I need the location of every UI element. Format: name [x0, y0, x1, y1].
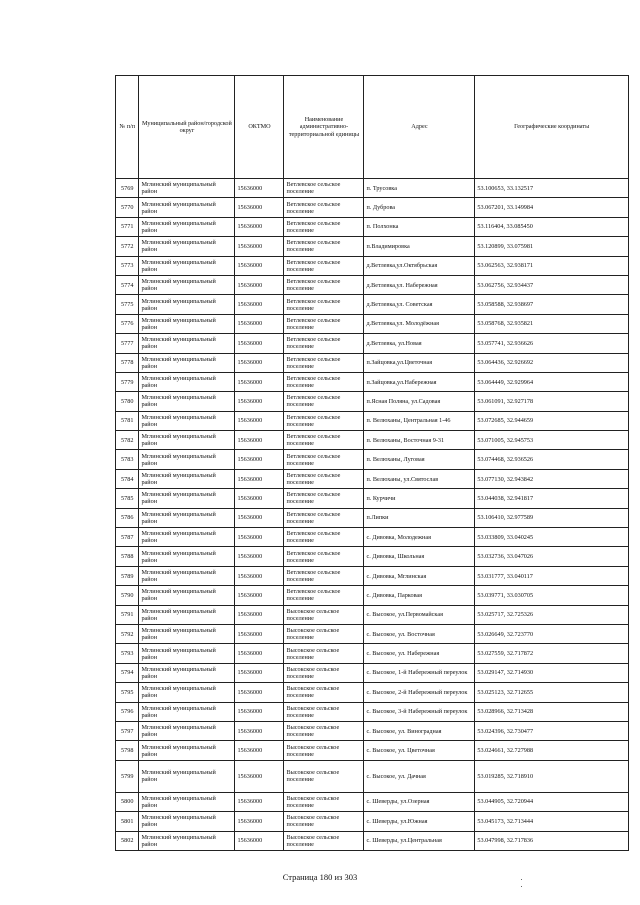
cell-admin-unit: Высокское сельское поселение	[284, 605, 364, 624]
cell-num: 5792	[116, 624, 139, 643]
cell-oktmo: 15636000	[235, 721, 284, 740]
table-row	[116, 372, 629, 391]
cell-admin-unit: Высокское сельское поселение	[284, 792, 364, 811]
cell-admin-unit: Высокское сельское поселение	[284, 663, 364, 682]
cell-num: 5793	[116, 644, 139, 663]
cell-address: с. Высокое, ул. Виноградная	[364, 721, 475, 740]
cell-admin-unit: Ветлевское сельское поселение	[284, 275, 364, 294]
page-footer: Страница 180 из 303	[282, 872, 358, 882]
cell-oktmo: 15636000	[235, 295, 284, 314]
header-oktmo: ОКТМО	[235, 76, 284, 179]
cell-address: с. Дивовка, Молодежная	[364, 528, 475, 547]
cell-coords: 53.032736, 33.047026	[475, 547, 629, 566]
table-row	[116, 528, 629, 547]
cell-district: Мглинский муниципальный район	[139, 547, 235, 566]
cell-district: Мглинский муниципальный район	[139, 411, 235, 430]
cell-num: 5786	[116, 508, 139, 527]
cell-admin-unit: Высокское сельское поселение	[284, 812, 364, 831]
table-row	[116, 237, 629, 256]
cell-district: Мглинский муниципальный район	[139, 792, 235, 811]
cell-oktmo: 15636000	[235, 314, 284, 333]
cell-district: Мглинский муниципальный район	[139, 392, 235, 411]
cell-num: 5780	[116, 392, 139, 411]
cell-num: 5777	[116, 334, 139, 353]
cell-admin-unit: Ветлевское сельское поселение	[284, 508, 364, 527]
cell-address: п.Зайцовка,ул.Набережная	[364, 372, 475, 391]
cell-address: д.Ветлевка, ул.Новая	[364, 334, 475, 353]
cell-num: 5798	[116, 741, 139, 760]
cell-admin-unit: Высокское сельское поселение	[284, 683, 364, 702]
cell-oktmo: 15636000	[235, 217, 284, 236]
cell-admin-unit: Высокское сельское поселение	[284, 721, 364, 740]
table-row	[116, 683, 629, 702]
cell-coords: 53.028966, 32.713428	[475, 702, 629, 721]
cell-num: 5800	[116, 792, 139, 811]
cell-oktmo: 15636000	[235, 489, 284, 508]
header-admin-unit: Наименование административно-территориальной единицы	[284, 76, 364, 179]
cell-coords: 53.045173, 32.713444	[475, 812, 629, 831]
table-row	[116, 295, 629, 314]
cell-admin-unit: Высокское сельское поселение	[284, 741, 364, 760]
cell-address: с. Высокое, ул. Восточная	[364, 624, 475, 643]
cell-coords: 53.047998, 32.717836	[475, 831, 629, 850]
cell-coords: 53.044905, 32.720944	[475, 792, 629, 811]
cell-address: п. Трусовка	[364, 179, 475, 198]
table-row	[116, 469, 629, 488]
cell-district: Мглинский муниципальный район	[139, 256, 235, 275]
table-row	[116, 179, 629, 198]
cell-oktmo: 15636000	[235, 198, 284, 217]
cell-address: п.Владимировка	[364, 237, 475, 256]
cell-coords: 53.067201, 33.149984	[475, 198, 629, 217]
cell-coords: 53.071005, 32.945753	[475, 431, 629, 450]
header-district: Муниципальный район/городской округ	[139, 76, 235, 179]
cell-num: 5789	[116, 566, 139, 585]
cell-address: с. Дивовка, Мглинская	[364, 566, 475, 585]
cell-district: Мглинский муниципальный район	[139, 566, 235, 585]
cell-oktmo: 15636000	[235, 831, 284, 850]
cell-admin-unit: Ветлевское сельское поселение	[284, 256, 364, 275]
cell-district: Мглинский муниципальный район	[139, 760, 235, 792]
cell-admin-unit: Высокское сельское поселение	[284, 831, 364, 850]
cell-coords: 53.024661, 32.727988	[475, 741, 629, 760]
cell-num: 5774	[116, 275, 139, 294]
cell-coords: 53.039771, 33.030705	[475, 586, 629, 605]
cell-num: 5787	[116, 528, 139, 547]
cell-address: п. Курчичи	[364, 489, 475, 508]
cell-num: 5785	[116, 489, 139, 508]
header-row	[116, 76, 629, 179]
cell-admin-unit: Ветлевское сельское поселение	[284, 372, 364, 391]
cell-coords: 53.100653, 33.132517	[475, 179, 629, 198]
table-row	[116, 663, 629, 682]
cell-admin-unit: Ветлевское сельское поселение	[284, 528, 364, 547]
cell-oktmo: 15636000	[235, 605, 284, 624]
cell-district: Мглинский муниципальный район	[139, 469, 235, 488]
table-row	[116, 275, 629, 294]
cell-district: Мглинский муниципальный район	[139, 295, 235, 314]
table-row	[116, 547, 629, 566]
cell-num: 5799	[116, 760, 139, 792]
cell-oktmo: 15636000	[235, 469, 284, 488]
cell-coords: 53.064436, 32.926692	[475, 353, 629, 372]
cell-district: Мглинский муниципальный район	[139, 179, 235, 198]
cell-district: Мглинский муниципальный район	[139, 314, 235, 333]
cell-num: 5794	[116, 663, 139, 682]
table-row	[116, 353, 629, 372]
cell-oktmo: 15636000	[235, 237, 284, 256]
cell-oktmo: 15636000	[235, 431, 284, 450]
cell-address: п.Ясная Поляна, ул.Садовая	[364, 392, 475, 411]
data-table	[115, 75, 629, 851]
cell-address: с. Высокое, 2-й Набережный переулок	[364, 683, 475, 702]
cell-address: с. Высокое, ул. Цветочная	[364, 741, 475, 760]
cell-oktmo: 15636000	[235, 275, 284, 294]
cell-admin-unit: Ветлевское сельское поселение	[284, 334, 364, 353]
cell-admin-unit: Ветлевское сельское поселение	[284, 469, 364, 488]
cell-coords: 53.025123, 32.712655	[475, 683, 629, 702]
cell-coords: 53.031777, 33.040117	[475, 566, 629, 585]
cell-address: с. Дивовка, Парковая	[364, 586, 475, 605]
cell-coords: 53.062563, 32.938171	[475, 256, 629, 275]
cell-num: 5779	[116, 372, 139, 391]
cell-district: Мглинский муниципальный район	[139, 831, 235, 850]
table-row	[116, 792, 629, 811]
table-row	[116, 314, 629, 333]
cell-district: Мглинский муниципальный район	[139, 353, 235, 372]
cell-address: с. Высокое, ул. Набережная	[364, 644, 475, 663]
cell-district: Мглинский муниципальный район	[139, 663, 235, 682]
cell-district: Мглинский муниципальный район	[139, 334, 235, 353]
cell-admin-unit: Ветлевское сельское поселение	[284, 450, 364, 469]
table-row	[116, 334, 629, 353]
cell-admin-unit: Ветлевское сельское поселение	[284, 547, 364, 566]
cell-district: Мглинский муниципальный район	[139, 683, 235, 702]
cell-num: 5783	[116, 450, 139, 469]
cell-coords: 53.024396, 32.730477	[475, 721, 629, 740]
cell-oktmo: 15636000	[235, 508, 284, 527]
cell-district: Мглинский муниципальный район	[139, 372, 235, 391]
cell-num: 5772	[116, 237, 139, 256]
cell-admin-unit: Ветлевское сельское поселение	[284, 353, 364, 372]
table-row	[116, 217, 629, 236]
cell-coords: 53.019285, 32.718910	[475, 760, 629, 792]
cell-address: п. Велюханы, Луговая	[364, 450, 475, 469]
table-row	[116, 392, 629, 411]
cell-oktmo: 15636000	[235, 683, 284, 702]
cell-oktmo: 15636000	[235, 792, 284, 811]
cell-num: 5773	[116, 256, 139, 275]
cell-num: 5791	[116, 605, 139, 624]
cell-admin-unit: Ветлевское сельское поселение	[284, 237, 364, 256]
cell-address: п.Зайцовка,ул.Цветочная	[364, 353, 475, 372]
cell-num: 5784	[116, 469, 139, 488]
cell-admin-unit: Ветлевское сельское поселение	[284, 411, 364, 430]
cell-oktmo: 15636000	[235, 702, 284, 721]
cell-num: 5781	[116, 411, 139, 430]
scan-speck	[521, 886, 522, 887]
cell-num: 5788	[116, 547, 139, 566]
table-row	[116, 489, 629, 508]
cell-district: Мглинский муниципальный район	[139, 624, 235, 643]
cell-coords: 53.116404, 33.085450	[475, 217, 629, 236]
cell-num: 5796	[116, 702, 139, 721]
cell-address: п. Дуброва	[364, 198, 475, 217]
cell-district: Мглинский муниципальный район	[139, 528, 235, 547]
cell-admin-unit: Высокское сельское поселение	[284, 644, 364, 663]
cell-num: 5769	[116, 179, 139, 198]
table-row	[116, 566, 629, 585]
cell-coords: 53.074468, 32.936526	[475, 450, 629, 469]
cell-district: Мглинский муниципальный район	[139, 605, 235, 624]
table-row	[116, 586, 629, 605]
cell-district: Мглинский муниципальный район	[139, 450, 235, 469]
table-row	[116, 198, 629, 217]
cell-district: Мглинский муниципальный район	[139, 431, 235, 450]
cell-district: Мглинский муниципальный район	[139, 586, 235, 605]
cell-district: Мглинский муниципальный район	[139, 644, 235, 663]
cell-admin-unit: Ветлевское сельское поселение	[284, 217, 364, 236]
cell-admin-unit: Ветлевское сельское поселение	[284, 586, 364, 605]
cell-district: Мглинский муниципальный район	[139, 198, 235, 217]
cell-address: д.Ветлевка,ул. Молодёжная	[364, 314, 475, 333]
cell-coords: 53.061091, 32.927178	[475, 392, 629, 411]
table-row	[116, 760, 629, 792]
cell-admin-unit: Ветлевское сельское поселение	[284, 314, 364, 333]
cell-district: Мглинский муниципальный район	[139, 237, 235, 256]
cell-district: Мглинский муниципальный район	[139, 217, 235, 236]
cell-oktmo: 15636000	[235, 663, 284, 682]
header-address: Адрес	[364, 76, 475, 179]
cell-num: 5802	[116, 831, 139, 850]
cell-oktmo: 15636000	[235, 741, 284, 760]
table-row	[116, 256, 629, 275]
cell-coords: 53.120899, 33.075981	[475, 237, 629, 256]
cell-oktmo: 15636000	[235, 372, 284, 391]
cell-oktmo: 15636000	[235, 812, 284, 831]
table-row	[116, 431, 629, 450]
cell-oktmo: 15636000	[235, 392, 284, 411]
cell-district: Мглинский муниципальный район	[139, 489, 235, 508]
table-row	[116, 508, 629, 527]
cell-num: 5795	[116, 683, 139, 702]
cell-oktmo: 15636000	[235, 586, 284, 605]
cell-coords: 53.064449, 32.929964	[475, 372, 629, 391]
cell-num: 5775	[116, 295, 139, 314]
cell-coords: 53.029147, 32.714930	[475, 663, 629, 682]
cell-oktmo: 15636000	[235, 353, 284, 372]
cell-num: 5778	[116, 353, 139, 372]
cell-address: с. Шеверды, ул.Озерная	[364, 792, 475, 811]
cell-district: Мглинский муниципальный район	[139, 741, 235, 760]
cell-admin-unit: Высокское сельское поселение	[284, 760, 364, 792]
cell-coords: 53.062756, 32.934437	[475, 275, 629, 294]
cell-admin-unit: Ветлевское сельское поселение	[284, 179, 364, 198]
cell-coords: 53.072685, 32.944659	[475, 411, 629, 430]
cell-coords: 53.025717, 32.725326	[475, 605, 629, 624]
cell-coords: 53.026649, 32.723770	[475, 624, 629, 643]
cell-oktmo: 15636000	[235, 760, 284, 792]
cell-district: Мглинский муниципальный район	[139, 508, 235, 527]
table-row	[116, 411, 629, 430]
cell-address: с. Дивовка, Школьная	[364, 547, 475, 566]
cell-address: п. Велюханы, Восточная 9-31	[364, 431, 475, 450]
table-row	[116, 450, 629, 469]
cell-district: Мглинский муниципальный район	[139, 812, 235, 831]
cell-num: 5776	[116, 314, 139, 333]
cell-coords: 53.077130, 32.943842	[475, 469, 629, 488]
cell-num: 5771	[116, 217, 139, 236]
cell-num: 5770	[116, 198, 139, 217]
table-body	[116, 179, 629, 851]
cell-address: д.Ветлевка,ул. Советская	[364, 295, 475, 314]
table-row	[116, 812, 629, 831]
cell-oktmo: 15636000	[235, 179, 284, 198]
cell-address: п. Велюханы, Центральная 1-46	[364, 411, 475, 430]
cell-oktmo: 15636000	[235, 334, 284, 353]
header-coords: Географические координаты	[475, 76, 629, 179]
cell-oktmo: 15636000	[235, 566, 284, 585]
cell-address: п. Полхонка	[364, 217, 475, 236]
cell-coords: 53.058588, 32.938697	[475, 295, 629, 314]
cell-admin-unit: Ветлевское сельское поселение	[284, 295, 364, 314]
cell-admin-unit: Ветлевское сельское поселение	[284, 392, 364, 411]
cell-num: 5801	[116, 812, 139, 831]
scan-speck	[521, 879, 522, 880]
cell-address: с. Высокое, 1-й Набережный переулок	[364, 663, 475, 682]
cell-num: 5782	[116, 431, 139, 450]
header-num: № п/п	[116, 76, 139, 179]
cell-oktmo: 15636000	[235, 256, 284, 275]
cell-oktmo: 15636000	[235, 624, 284, 643]
cell-address: п. Велюханы, ул.Святослав	[364, 469, 475, 488]
cell-num: 5797	[116, 721, 139, 740]
cell-admin-unit: Высокское сельское поселение	[284, 624, 364, 643]
table-row	[116, 721, 629, 740]
cell-admin-unit: Ветлевское сельское поселение	[284, 489, 364, 508]
table-row	[116, 741, 629, 760]
cell-district: Мглинский муниципальный район	[139, 275, 235, 294]
cell-num: 5790	[116, 586, 139, 605]
cell-admin-unit: Высокское сельское поселение	[284, 702, 364, 721]
cell-coords: 53.106410, 32.977589	[475, 508, 629, 527]
cell-address: п.Липки	[364, 508, 475, 527]
table-row	[116, 644, 629, 663]
cell-coords: 53.033809, 33.040245	[475, 528, 629, 547]
cell-address: с. Высокое, ул. Дачная	[364, 760, 475, 792]
cell-admin-unit: Ветлевское сельское поселение	[284, 198, 364, 217]
table-row	[116, 831, 629, 850]
cell-oktmo: 15636000	[235, 411, 284, 430]
table-row	[116, 624, 629, 643]
table-header	[116, 76, 629, 179]
table-row	[116, 605, 629, 624]
cell-address: д.Ветлевка,ул. Набережная	[364, 275, 475, 294]
cell-oktmo: 15636000	[235, 547, 284, 566]
cell-address: с. Шеверды, ул.Центральная	[364, 831, 475, 850]
cell-address: д.Ветлевка,ул.Октябрьская	[364, 256, 475, 275]
cell-oktmo: 15636000	[235, 450, 284, 469]
cell-admin-unit: Ветлевское сельское поселение	[284, 566, 364, 585]
cell-coords: 53.057741, 32.936626	[475, 334, 629, 353]
cell-coords: 53.058768, 32.935821	[475, 314, 629, 333]
cell-coords: 53.044038, 32.941817	[475, 489, 629, 508]
cell-district: Мглинский муниципальный район	[139, 721, 235, 740]
cell-admin-unit: Ветлевское сельское поселение	[284, 431, 364, 450]
cell-coords: 53.027559, 32.717872	[475, 644, 629, 663]
table-row	[116, 702, 629, 721]
cell-oktmo: 15636000	[235, 644, 284, 663]
cell-address: с. Высокое, ул.Первомайская	[364, 605, 475, 624]
cell-district: Мглинский муниципальный район	[139, 702, 235, 721]
cell-address: с. Высокое, 3-й Набережный переулок	[364, 702, 475, 721]
cell-oktmo: 15636000	[235, 528, 284, 547]
cell-address: с. Шеверды, ул.Южная	[364, 812, 475, 831]
